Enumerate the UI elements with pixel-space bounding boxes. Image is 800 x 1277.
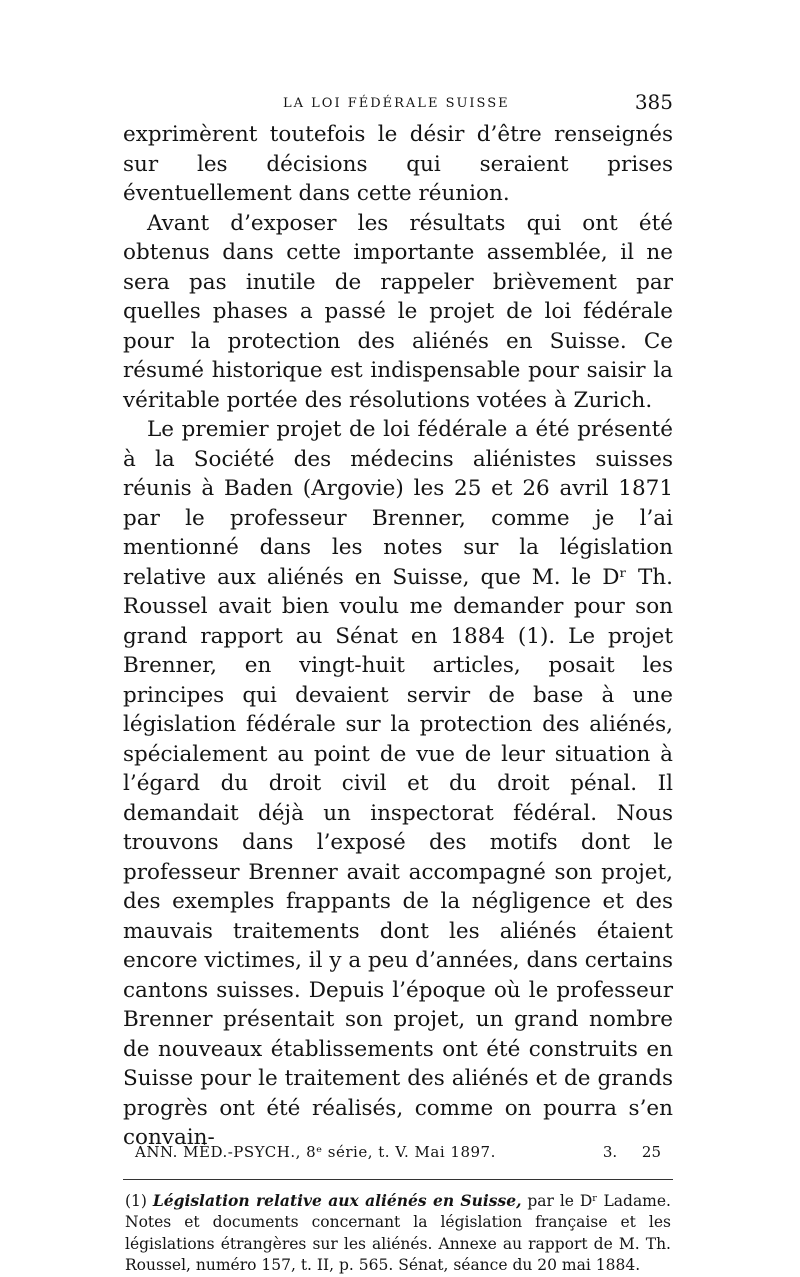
- book-page: [123, 88, 673, 1274]
- signature-sheet: 3. 25: [602, 1143, 661, 1161]
- paragraph: Le premier projet de loi fédérale a été présenté à la Société des médecins aliénistes suisses réunis à Baden (Argovie) les 25 et 26 avril 1871 par le professeur Brenner, comme je l’ai mentionné dans les notes sur la législation relative aux aliénés en Suisse, que M. le Dʳ Th. Roussel avait bien voulu me demander pour son grand rapport au Sénat en 1884 (1). Le projet Brenner, en vingt-huit articles, posait les principes qui devaient servir de base à une législation fédérale sur la protection des aliénés, spécialement au point de vue de leur situation à l’égard du droit civil et du droit pénal. Il demandait déjà un inspectorat fédéral. Nous trouvons dans l’exposé des motifs dont le professeur Brenner avait accompagné son projet, des exemples frappants de la négligence et des mauvais traitements dont les aliénés étaient encore victimes, il y a peu d’années, dans certains cantons suisses. Depuis l’époque où le professeur Brenner présentait son projet, un grand nombre de nouveaux établissements ont été construits en Suisse pour le traitement des aliénés et de grands progrès ont été réalisés, comme on pourra s’en convain-: [123, 417, 673, 1150]
- running-head: [123, 88, 673, 120]
- running-title: LA LOI FÉDÉRALE SUISSE: [283, 96, 510, 111]
- footnote-title: Législation relative aux aliénés en Suisse,: [152, 1190, 522, 1210]
- signature-journal: ANN. MÉD.-PSYCH., 8ᵉ série, t. V. Mai 1897.: [135, 1143, 496, 1161]
- footnote-marker: (1): [125, 1191, 147, 1210]
- page-number: 385: [634, 90, 673, 114]
- paragraph: Avant d’exposer les résultats qui ont été obtenus dans cette importante assemblée, il ne sera pas inutile de rappeler brièvement par quelles phases a passé le projet de loi fédérale pour la protection des aliénés en Suisse. Ce résumé historique est indispensable pour saisir la véritable portée des résolutions votées à Zurich.: [123, 210, 673, 413]
- body-text: [123, 120, 673, 1153]
- footnote-text: par le Dʳ Ladame. Notes et documents concernant la législation française et les législations étrangères sur les aliénés. Annexe au rapport de M. Th. Roussel, numéro 157, t. II, p. 565. Sénat, séance du 20 mai 1884.: [125, 1191, 671, 1274]
- footnote-rule: [123, 1179, 673, 1180]
- printer-signature: [135, 1143, 661, 1167]
- paragraph-continuation: exprimèrent toutefois le désir d’être renseignés sur les décisions qui seraient prises éventuellement dans cette réunion.: [123, 122, 673, 206]
- footnote: [123, 1190, 673, 1277]
